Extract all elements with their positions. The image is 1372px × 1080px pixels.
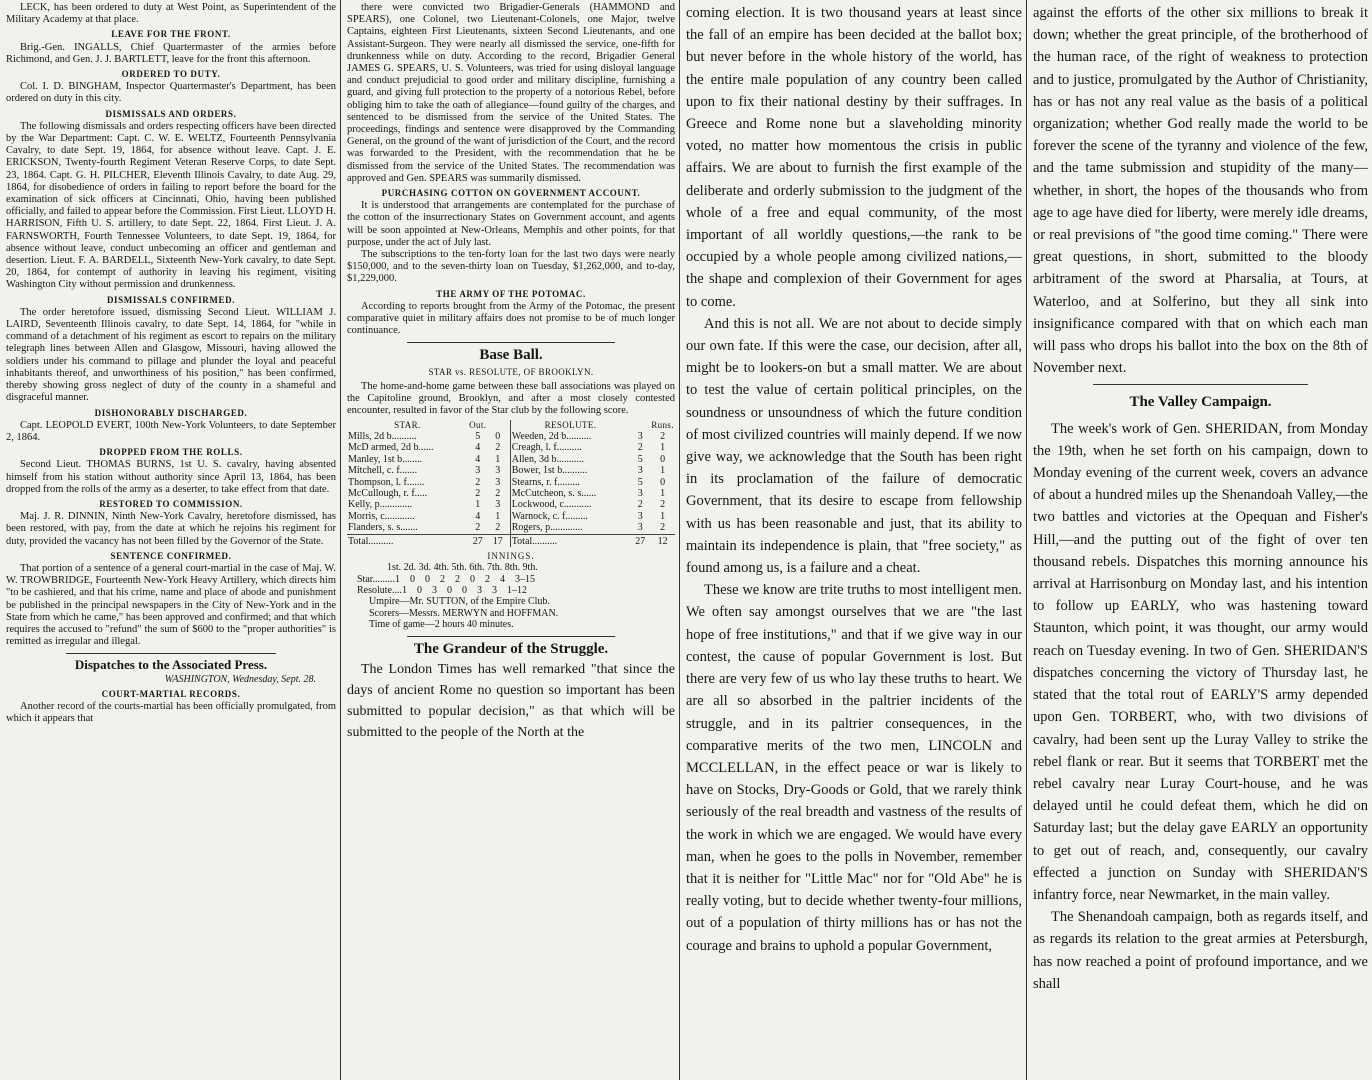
- box-score-row: [347, 488, 675, 499]
- star-player: Flanders, s. s.......: [348, 522, 418, 534]
- heading-dropped-rolls: DROPPED FROM THE ROLLS.: [99, 447, 243, 458]
- valley-para-1: The week's work of Gen. SHERIDAN, from Monday the 19th, when he set forth on his campaign, down to Monday evening of the current week, covers an advance of about a hundred miles up the Shenandoah Valley,—the two battles and victories at the Opequan and Fisher's Hill,—and the putting out of the fight of over ten thousand rebels. Dispatches this morning announce his arrival at Harrisonburg on Monday last, and his intention to follow up EARLY, who was hastening toward Staunton, which point, it was thought, our army would reach on Tuesday evening. In two of Gen. SHERIDAN'S dispatches concerning the victory of Thursday last, he stated that the total rout of EARLY'S army depended upon Gen. TORBERT, who, with two divisions of cavalry, had been sent up the Luray Valley to strike the rebel flank or rear. But it seems that TORBERT met the rebel cavalry near Luray Court-house, and he was delayed until he could defeat them, which he did on Saturday last; but the delay gave EARLY an opportunity to get out of reach, and, consequently, our cavalry effected a junction on Sunday with SHERIDAN'S infantry force, near Newmarket, in the main valley.: [1033, 420, 1368, 903]
- star-runs: 2: [488, 522, 511, 534]
- star-out: 2: [475, 522, 481, 534]
- heading-dismissals-confirmed: DISMISSALS CONFIRMED.: [106, 294, 236, 305]
- star-player: Kelly, p.............: [348, 499, 413, 511]
- dateline-washington: WASHINGTON, Wednesday, Sept. 28.: [164, 673, 316, 685]
- resolute-player: Rogers, p.............: [511, 522, 583, 534]
- heading-court-martial: COURT-MARTIAL RECORDS.: [101, 688, 241, 699]
- divider: [1093, 384, 1308, 385]
- box-score-row: [347, 431, 675, 442]
- resolute-player: Weeden, 2d b..........: [511, 430, 592, 442]
- resolute-runs: 0: [660, 453, 666, 465]
- star-total-label: Total..........: [347, 534, 468, 547]
- valley-para-2: The Shenandoah campaign, both as regards itself, and as regards its relation to the great armies at Petersburgh, has now reached a point of profound importance, and we shall: [1033, 909, 1368, 992]
- resolute-runs: 1: [660, 442, 666, 454]
- para-ingalls: Brig.-Gen. INGALLS, Chief Quartermaster of the armies before Richmond, and Gen. J. J. BARTLETT, leave for the front this afternoon.: [6, 41, 336, 65]
- column-4: [1027, 0, 1372, 1080]
- resolute-header: RESOLUTE.: [544, 419, 597, 430]
- para-convicted: there were convicted two Brigadier-Generals (HAMMOND and SPEARS), one Colonel, two Lieutenant-Colonels, one Major, twelve Captains, eighteen First Lieutenants, sixteen Second Lieutenants, and one Assistant-Surgeon. They were nearly all dismissed the service, one-fifth for drunkenness while on duty. According to the record, Brigadier General JAMES G. SPEARS, U. S. Volunteers, was tried for using disloyal language and conduct prejudicial to good order and military discipline, furnishing a guard, and giving full protection to the property of a notorious Rebel, before obliging him to take the oath of allegiance—found guilty of the charges, and sentenced to be dismissed from the service of the United States. The proceedings, findings and sentence were disapproved by the Commanding General, on the ground of the want of jurisdiction of the Court, and the record was forwarded to the President, with the recommendation that he be dismissed from the service of the United States. The recommendation was approved and Gen. SPEARS was summarily dismissed.: [347, 2, 675, 184]
- star-player: Thompson, l. f.......: [348, 476, 425, 488]
- innings-star: Star.........1 0 0 2 2 0 2 4 3–15: [357, 573, 536, 585]
- resolute-total-runs: 12: [650, 534, 675, 547]
- para-courts-martial: Another record of the courts-martial has been officially promulgated, from which it appears that: [6, 700, 336, 725]
- star-runs: 1: [488, 454, 511, 465]
- star-out: 1: [475, 499, 481, 511]
- star-total-out: 27: [468, 534, 488, 547]
- resolute-runs: 0: [660, 476, 666, 488]
- column-2: [341, 0, 679, 1080]
- grandeur-title: The Grandeur of the Struggle.: [413, 640, 609, 657]
- resolute-out: 5: [637, 476, 643, 488]
- star-player: Morris, c............: [348, 510, 415, 522]
- innings-resolute: Resolute....1 0 3 0 0 3 3 1–12: [357, 584, 527, 596]
- grandeur-para-3: These we know are trite truths to most intelligent men. We often say amongst ourselves that we are "the last hope of free institutions," and that if we give way in our contest, the cause of popular Government is lost. But there are very few of us who lay these truths to heart. We are all so absorbed in the paltrier incidents of the struggle, and in its paltrier consequences, in the comparative merits of the two men, LINCOLN and MCCLELLAN, in the effect peace or war is likely to have on Stocks, Dry-Goods or Gold, that we rarely think seriously of the real breadth and vastness of the results of the work in which we are engaged. We would have every man, when he goes to the polls in November, remember that it is neither for "Little Mac" nor for "Old Abe" he is really voting, but to decide whether twenty-four millions, out of a population of thirty millions has or has not the courage and brains to uphold a popular Government,: [686, 582, 1022, 954]
- column-3: [680, 0, 1026, 1080]
- box-score-row: [347, 477, 675, 488]
- heading-army-potomac: THE ARMY OF THE POTOMAC.: [436, 288, 586, 299]
- star-player: Manley, 1st b........: [348, 453, 423, 465]
- para-dismissals: The following dismissals and orders respecting officers have been directed by the War Department: Capt. C. W. E. WELTZ, Fourteenth Pennsylvania Cavalry, to date Sept. 19, 1864, for absence without leave. Capt. J. E. ERICKSON, Twenty-fourth Regiment Veteran Reserve Corps, to date Sept. 23, 1864. Capt. G. H. PILCHER, Eleventh Illinois Cavalry, to date Aug. 29, 1864, for disobedience of orders in failing to report before the board for the examination of sick officers at Cincinnati, Ohio, having been published officially, and failed to appear before the Commission. First Lieut. LLOYD H. HARRISON, Fifth U. S. artillery, to date Sept. 22, 1864. First Lieut. J. A. FARNSWORTH, Fourth Tennessee Volunteers, to date Sept. 19, 1864, for absence without leave, conduct unbecoming an officer and gentleman and desertion. Lieut. F. A. BARDELL, Sixteenth New-York cavalry, to date Sept. 20, 1864, for contempt of authority in leaving his regiment, visiting Washington City without permission and drunkenness.: [6, 120, 336, 291]
- column-2-top: [347, 2, 675, 337]
- resolute-out: 3: [637, 522, 643, 534]
- heading-sentence-confirmed: SENTENCE CONFIRMED.: [110, 550, 232, 561]
- star-runs: 3: [488, 499, 511, 510]
- baseball-intro: The home-and-home game between these ball associations was played on the Capitoline ground, Brooklyn, and after a most closely contested encounter, resulted in favor of the Star club by the following score.: [347, 380, 675, 417]
- box-score-row: [347, 442, 675, 453]
- valley-title: The Valley Campaign.: [1129, 394, 1272, 411]
- star-player: McD armed, 2d b......: [348, 442, 434, 454]
- star-out: 5: [475, 430, 481, 442]
- box-score-row: [347, 522, 675, 534]
- divider: [407, 636, 615, 637]
- heading-dishonorably-discharged: DISHONORABLY DISCHARGED.: [94, 407, 248, 418]
- star-runs: 1: [488, 511, 511, 522]
- resolute-out: 3: [637, 510, 643, 522]
- grandeur-para-1: coming election. It is two thousand years at least since the fall of an empire has been decided at the ballot box; but never before in the whole history of the world, has the entire male population of any country been called upon to fix their national destiny by their suffrages. In Greece and Rome none but a slaveholding minority voted, no matter how momentous the crisis in public affairs. We are about to furnish the first example of the deliberate and orderly submission to the judgment of the whole of a free and equal community, of the most important of all worldly questions,—the rank to be occupied by a whole people among civilized nations,—the shape and complexion of their Government for ages to come.: [686, 5, 1022, 310]
- star-out: 4: [475, 510, 481, 522]
- baseball-title: Base Ball.: [479, 347, 543, 364]
- star-out: 3: [475, 465, 481, 477]
- resolute-runs: 1: [660, 465, 666, 477]
- resolute-out: 3: [637, 430, 643, 442]
- box-score-row: [347, 454, 675, 465]
- divider: [66, 653, 276, 654]
- star-total-runs: 17: [488, 534, 511, 547]
- star-out: 4: [475, 453, 481, 465]
- resolute-runs: 1: [660, 510, 666, 522]
- out-label: Out.: [469, 419, 487, 430]
- star-runs: 0: [488, 431, 511, 442]
- heading-restored: RESTORED TO COMMISSION.: [99, 498, 243, 509]
- star-runs: 2: [488, 488, 511, 499]
- para-trowbridge: That portion of a sentence of a general court-martial in the case of Maj. W. W. TROWBRIDGE, Fourteenth New-York Heavy Artillery, which directs him "to be cashiered, and that his crime, name and place of abode and punishment be published in the principal newspapers in the City of New-York and in the State from which he came," has been approved and confirmed; and that which requires the accused to "refund" the sum of $600 to the "proper authorities" is remitted as irregular and illegal.: [6, 562, 336, 648]
- star-player: Mitchell, c. f.......: [348, 465, 418, 477]
- para-bingham: Col. I. D. BINGHAM, Inspector Quartermaster's Department, has been ordered on duty in this city.: [6, 81, 336, 105]
- scorers-line: Scorers—Messrs. MERWYN and HOFFMAN.: [369, 607, 559, 619]
- heading-purchasing-cotton: PURCHASING COTTON ON GOVERNMENT ACCOUNT.: [381, 188, 641, 199]
- grandeur-text-start: The London Times has well remarked "that since the days of ancient Rome no question so important has been submitted to popular decision," as that which will be submitted to the people of the North at the: [347, 661, 675, 740]
- resolute-out: 3: [637, 487, 643, 499]
- resolute-runs: 2: [660, 499, 666, 511]
- resolute-player: Warnock, c. f.........: [511, 510, 588, 522]
- resolute-total-out: 27: [630, 534, 650, 547]
- resolute-out: 3: [637, 465, 643, 477]
- para-laird: The order heretofore issued, dismissing Second Lieut. WILLIAM J. LAIRD, Seventeenth Illinois cavalry, to date Sept. 14, 1864, for "while in command of a detachment of his regiment as escort to repairs on the military telegraph lines between Allen and Glasgow, Missouri, having allowed the soldiers under his command to pillage and plunder the loyal and peaceful inhabitants thereof, and unworthiness of his position," has been confirmed, thereby showing gross neglect of duty of the county in a shameful and disgraceful manner.: [6, 306, 336, 404]
- star-runs: 2: [488, 442, 511, 453]
- resolute-runs: 1: [660, 487, 666, 499]
- resolute-total-label: Total..........: [510, 534, 630, 547]
- resolute-player: Bower, 1st b..........: [511, 465, 588, 477]
- heading-leave-for-front: LEAVE FOR THE FRONT.: [111, 29, 231, 40]
- star-header: STAR.: [394, 419, 421, 430]
- para-leck: LECK, has been ordered to duty at West Point, as Superintendent of the Military Academy at that place.: [6, 2, 336, 26]
- para-cotton: It is understood that arrangements are contemplated for the purchase of the cotton of the insurrectionary States on Government account, and agents will be soon appointed at New-Orleans, Memphis and other points, for that purpose, under the act of July last.: [347, 200, 675, 248]
- resolute-player: Stearns, r. f.........: [511, 476, 580, 488]
- umpire-line: Umpire—Mr. SUTTON, of the Empire Club.: [369, 596, 550, 608]
- star-out: 2: [475, 487, 481, 499]
- star-player: McCullough, r. f.....: [348, 487, 428, 499]
- innings-title: INNINGS.: [487, 550, 535, 561]
- box-score-row: [347, 511, 675, 522]
- box-score-row: [347, 499, 675, 510]
- grandeur-para-2: And this is not all. We are not about to decide simply our own fate. If this were the case, our decision, after all, might be to lookers-on but a small matter. We are about to test the value of certain political principles, on the soundness or unsoundness of which the future condition of most civilized countries will mainly depend. If we now give way, we acknowledge that the South has been right in its proclamation of the failure of democratic Government, that its desire to escape from fellowship with us has been reasonable and just, that its ability to maintain its independence is plain, that "free society," as found among us, is a failure and a cheat.: [686, 315, 1022, 577]
- time-line: Time of game—2 hours 40 minutes.: [369, 619, 514, 631]
- para-dinnin: Maj. J. R. DINNIN, Ninth New-York Cavalry, heretofore dismissed, has been restored, with pay, from the date at which he rejoins his regiment for duty, provided the vacancy has not been filled by the Governor of the State.: [6, 511, 336, 547]
- heading-dismissals-orders: DISMISSALS AND ORDERS.: [105, 108, 237, 119]
- star-runs: 3: [488, 477, 511, 488]
- para-evert: Capt. LEOPOLD EVERT, 100th New-York Volunteers, to date September 2, 1864.: [6, 419, 336, 443]
- resolute-player: McCutcheon, s. s......: [511, 487, 597, 499]
- column-1: [0, 0, 340, 1080]
- star-runs: 3: [488, 465, 511, 476]
- resolute-out: 5: [637, 453, 643, 465]
- total-row: [347, 534, 675, 547]
- para-potomac: According to reports brought from the Army of the Potomac, the present comparative quiet in military affairs does not promise to be of much longer continuance.: [347, 300, 675, 337]
- divider: [407, 342, 615, 343]
- star-out: 2: [475, 476, 481, 488]
- resolute-runs: 2: [660, 522, 666, 534]
- heading-dispatches: Dispatches to the Associated Press.: [74, 657, 268, 673]
- innings-header: 1st. 2d. 3d. 4th. 5th. 6th. 7th. 8th. 9th.: [357, 562, 538, 574]
- resolute-player: Lockwood, c...........: [511, 499, 592, 511]
- box-score-row: [347, 465, 675, 476]
- resolute-out: 2: [637, 442, 643, 454]
- heading-ordered-to-duty: ORDERED TO DUTY.: [121, 69, 221, 80]
- star-player: Mills, 2d b..........: [348, 430, 417, 442]
- runs-label: Runs.: [651, 419, 674, 430]
- para-subscriptions: The subscriptions to the ten-forty loan for the last two days were nearly $150,000, and to the seven-thirty loan on Tuesday, $1,262,000, and to-day, $1,229,000.: [347, 249, 675, 285]
- para-burns: Second Lieut. THOMAS BURNS, 1st U. S. cavalry, having absented himself from his station without authority since April 13, 1864, has been dropped from the rolls of the army as a deserter, to take effect from that date.: [6, 459, 336, 495]
- resolute-player: Creagh, l. f..........: [511, 442, 582, 454]
- baseball-subtitle: STAR vs. RESOLUTE, OF BROOKLYN.: [428, 366, 594, 377]
- star-out: 4: [475, 442, 481, 454]
- box-score-table: [347, 420, 675, 547]
- resolute-runs: 2: [660, 430, 666, 442]
- resolute-player: Allen, 3d b...........: [511, 453, 584, 465]
- resolute-out: 2: [637, 499, 643, 511]
- grandeur-para-4: against the efforts of the other six millions to break it down; whether the great principle, of the brotherhood of the human race, of the right of weakness to protection and to justice, promulgated by the Author of Christianity, has or has not any real value as the basis of a political organization; whether God really made the world to be forever the scene of the tyranny and violence of the few, and the tame submission and stupidity of the many—whether, in short, the hopes of the thousands who from age to age have died for liberty, were merely idle dreams, or real previsions of "the good time coming." There were great questions, in short, submitted to the bloody arbitrament of the sword at Pharsalia, at Tours, at Waterloo, and at Solferino, but they all sink into insignificance compared with that on which each man will pass who drops his ballot into the box on the 8th of November next.: [1033, 5, 1368, 377]
